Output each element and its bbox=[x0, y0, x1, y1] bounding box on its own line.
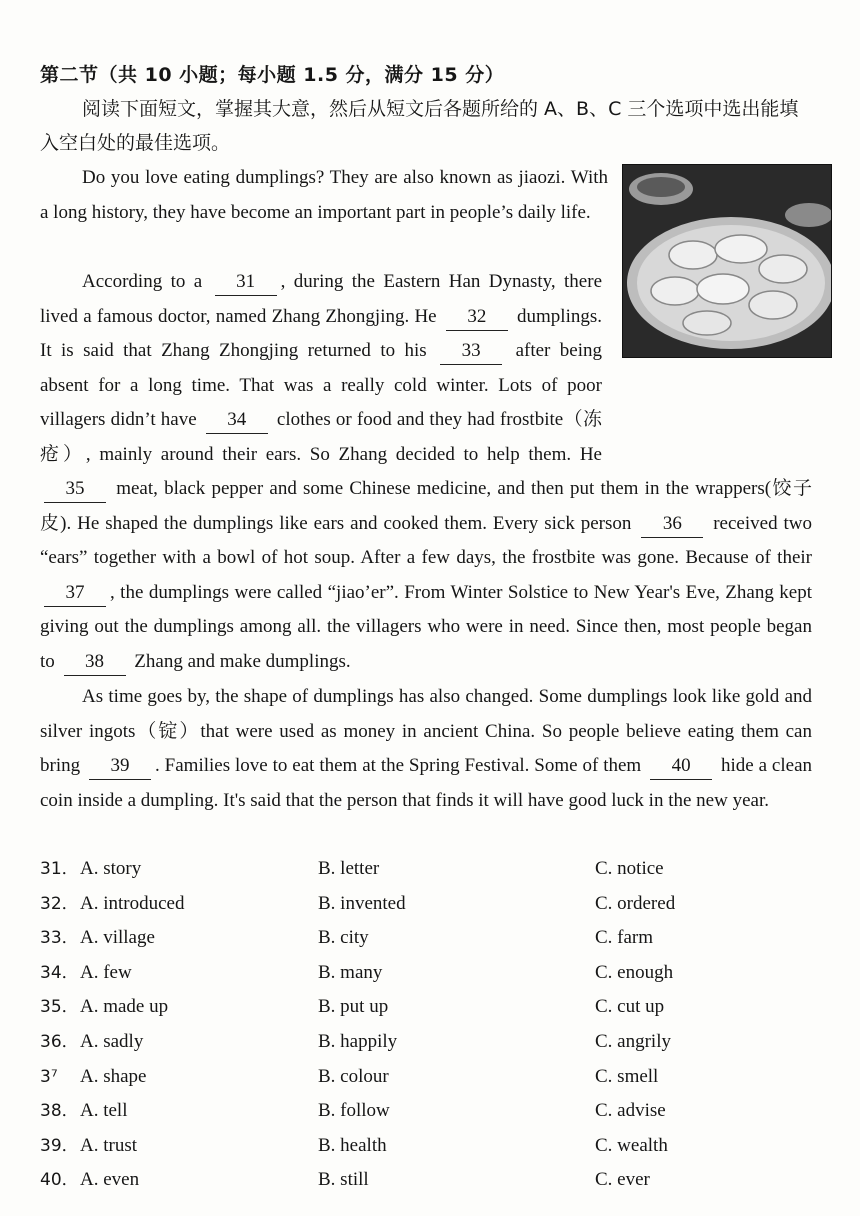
question-number: 36． bbox=[40, 1031, 79, 1052]
option-c[interactable]: C. enough bbox=[595, 961, 674, 983]
blank-36[interactable]: 36 bbox=[641, 511, 703, 538]
option-b[interactable]: B. follow bbox=[318, 1100, 390, 1122]
option-b[interactable]: B. invented bbox=[318, 892, 406, 914]
passage-text-run: clothes or food and they had frostbite（冻疮）, mainly around their ears. So Zhang decided to help them. He bbox=[40, 409, 602, 465]
blank-34[interactable]: 34 bbox=[206, 407, 268, 434]
option-a[interactable]: A. village bbox=[80, 927, 155, 949]
blank-32[interactable]: 32 bbox=[446, 304, 508, 331]
passage-text-run: meat, black pepper and some Chinese medicine, and then put them in the wrappers(饺子皮). He shaped the dumplings like ears and cooked them. Every sick person bbox=[40, 478, 812, 534]
option-a[interactable]: A. made up bbox=[80, 996, 169, 1018]
option-b[interactable]: B. colour bbox=[318, 1065, 389, 1087]
question-number: 31． bbox=[40, 859, 79, 879]
option-a[interactable]: A. tell bbox=[80, 1100, 128, 1122]
question-row bbox=[40, 887, 820, 922]
answer-options-list bbox=[40, 852, 820, 1198]
question-number: 38． bbox=[40, 1101, 79, 1122]
passage-text-run: As time goes by, the shape of dumplings has also changed. Some dumplings look like gold and silver ingots（锭）that were used as money in ancient China. So people believe eating them can bring bbox=[40, 686, 812, 776]
question-row bbox=[40, 990, 820, 1025]
option-c[interactable]: C. smell bbox=[595, 1065, 659, 1087]
passage-text-run: Zhang and make dumplings. bbox=[129, 650, 351, 672]
option-b[interactable]: B. happily bbox=[318, 1030, 398, 1052]
option-a[interactable]: A. sadly bbox=[80, 1030, 144, 1052]
blank-37[interactable]: 37 bbox=[44, 580, 106, 607]
question-row bbox=[40, 1060, 820, 1095]
option-a[interactable]: A. few bbox=[80, 961, 132, 983]
option-b[interactable]: B. health bbox=[318, 1134, 387, 1156]
question-number: 32． bbox=[40, 893, 79, 914]
option-c[interactable]: C. wealth bbox=[595, 1134, 668, 1156]
blank-31[interactable]: 31 bbox=[215, 269, 277, 296]
option-c[interactable]: C. notice bbox=[595, 858, 664, 879]
image-wrap-spacer bbox=[602, 265, 812, 467]
question-row bbox=[40, 1025, 820, 1060]
question-row bbox=[40, 852, 820, 887]
option-a[interactable]: A. even bbox=[80, 1169, 140, 1191]
blank-35[interactable]: 35 bbox=[44, 476, 106, 503]
option-a[interactable]: A. trust bbox=[80, 1134, 137, 1156]
blank-40[interactable]: 40 bbox=[650, 753, 712, 780]
passage-text-run: According to a bbox=[82, 271, 211, 292]
question-number: 40． bbox=[40, 1170, 79, 1191]
passage-text-run: , the dumplings were called “jiao’er”. From Winter Solstice to New Year's Eve, Zhang kept giving out the dumplings among all. the villagers who were in need. Since then, most people began to bbox=[40, 581, 812, 672]
passage-text-run: after being absent for a long time. That was a really cold winter. Lots of poor villagers didn’t have bbox=[40, 340, 602, 430]
question-number: 34． bbox=[40, 962, 79, 983]
option-a[interactable]: A. introduced bbox=[80, 892, 185, 914]
question-row bbox=[40, 1129, 820, 1164]
question-row bbox=[40, 1094, 820, 1129]
option-a[interactable]: A. story bbox=[80, 858, 142, 879]
question-number: 35． bbox=[40, 997, 79, 1018]
question-number: 33． bbox=[40, 928, 79, 949]
question-row bbox=[40, 921, 820, 956]
instructions: 阅读下面短文，掌握其大意，然后从短文后各题所给的 A、B、C 三个选项中选出能填入空白处的最佳选项。 bbox=[40, 98, 799, 154]
option-c[interactable]: C. ever bbox=[595, 1169, 650, 1191]
passage-text-run: dumplings. It is said that Zhang Zhongjing returned to his bbox=[40, 305, 603, 361]
passage-text-run: received two “ears” together with a bowl of hot soup. After a few days, the frostbite was gone. Because of their bbox=[40, 512, 812, 568]
question-row bbox=[40, 1163, 820, 1198]
option-b[interactable]: B. letter bbox=[318, 858, 380, 879]
passage-paragraph-3 bbox=[40, 680, 812, 818]
question-number: 39． bbox=[40, 1135, 79, 1156]
passage-text-run: , during the Eastern Han Dynasty, there lived a famous doctor, named Zhang Zhongjing. He bbox=[40, 271, 603, 327]
question-row bbox=[40, 956, 820, 991]
option-b[interactable]: B. put up bbox=[318, 996, 389, 1018]
option-c[interactable]: C. cut up bbox=[595, 996, 665, 1018]
option-c[interactable]: C. ordered bbox=[595, 892, 676, 914]
option-a[interactable]: A. shape bbox=[80, 1065, 147, 1087]
passage-text-run: hide a clean coin inside a dumpling. It's said that the person that finds it will have good luck in the new year. bbox=[40, 755, 813, 811]
blank-39[interactable]: 39 bbox=[89, 753, 151, 780]
option-c[interactable]: C. farm bbox=[595, 927, 654, 949]
passage-paragraph-2 bbox=[40, 265, 812, 679]
passage-paragraph-1: Do you love eating dumplings? They are also known as jiaozi. With a long history, they have become an important part in people’s daily life. bbox=[40, 167, 608, 223]
option-b[interactable]: B. city bbox=[318, 927, 369, 949]
passage-text-run: . Families love to eat them at the Spring Festival. Some of them bbox=[155, 755, 647, 776]
blank-33[interactable]: 33 bbox=[440, 338, 502, 365]
passage-paragraph-3-text bbox=[40, 686, 812, 811]
option-c[interactable]: C. advise bbox=[595, 1100, 666, 1122]
option-b[interactable]: B. many bbox=[318, 961, 383, 983]
section-heading: 第二节（共 10 小题；每小题 1.5 分，满分 15 分） bbox=[40, 64, 505, 86]
option-c[interactable]: C. angrily bbox=[595, 1030, 671, 1052]
option-b[interactable]: B. still bbox=[318, 1169, 369, 1191]
question-number: 3⁷ bbox=[40, 1066, 58, 1087]
blank-38[interactable]: 38 bbox=[64, 649, 126, 676]
